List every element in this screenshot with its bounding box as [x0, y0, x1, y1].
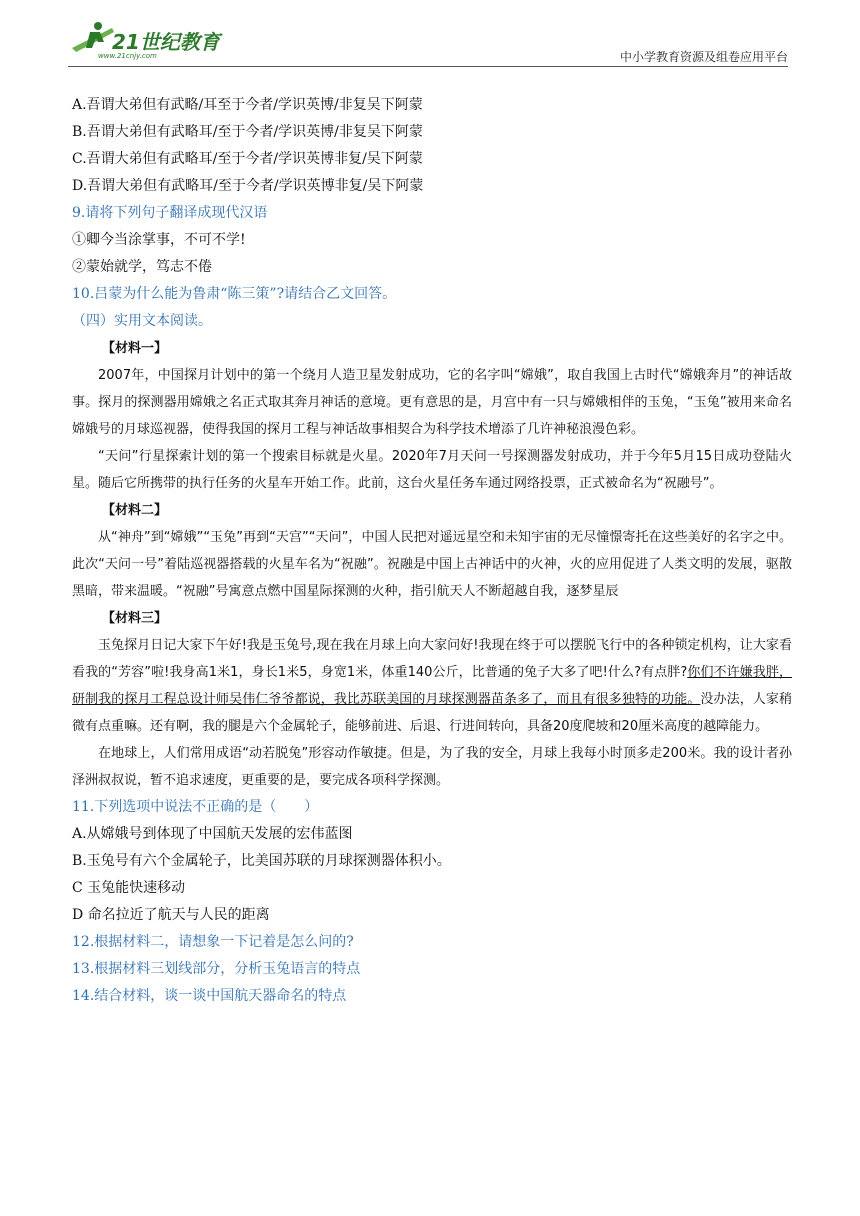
page-header [68, 18, 788, 66]
question-12: 12.根据材料二，请想象一下记着是怎么问的? [72, 934, 354, 950]
material-3-para-2: 在地球上，人们常用成语“动若脱兔”形容动作敏捷。但是，为了我的安全，月球上我每小时顶多走200米。我的设计者孙泽洲叔叔说，暂不追求速度，更重要的是，要完成各项科学探测。 [72, 746, 792, 788]
question-10: 10.吕蒙为什么能为鲁肃“陈三策”?请结合乙文回答。 [72, 286, 397, 302]
q9-item-2: ②蒙始就学，笃志不倦 [72, 259, 212, 275]
document-body [72, 92, 792, 1010]
brand-url: www.21cnjy.com [98, 52, 157, 60]
m3-underlined-text: 你们不许嫌我胖，研制我的探月工程总设计师吴伟仁爷爷都说，我比苏联美国的月球探测器苗条多了，而且有很多独特的功能。 [72, 665, 792, 707]
material-1-para-1: 2007年，中国探月计划中的第一个绕月人造卫星发射成功，它的名字叫“嫦娥”，取自我国上古时代“嫦娥奔月”的神话故事。探月的探测器用嫦娥之名正式取其奔月神话的意境。更有意思的是，月宫中有一只与嫦娥相伴的玉兔，“玉兔”被用来命名嫦娥号的月球巡视器，使得我国的探月工程与神话故事相契合为科学技术增添了几许神秘浪漫色彩。 [72, 368, 792, 437]
option-a: A.吾谓大弟但有武略/耳至于今者/学识英博/非复吴下阿蒙 [72, 97, 423, 113]
q11-option-d: D 命名拉近了航天与人民的距离 [72, 907, 270, 923]
q11-option-c: C 玉兔能快速移动 [72, 880, 186, 896]
question-13: 13.根据材料三划线部分，分析玉兔语言的特点 [72, 961, 361, 977]
material-2-para-1: 从“神舟”到“嫦娥”“玉兔”再到“天宫”“天问”，中国人民把对遥远星空和未知宇宙的无尽憧憬寄托在这些美好的名字之中。此次“天问一号”着陆巡视器搭载的火星车名为“祝融”。祝融是中国上古神话中的火神，火的应用促进了人类文明的发展，驱散黑暗，带来温暖。“祝融”号寓意点燃中国星际探测的火种，指引航天人不断超越自我，逐梦星辰 [72, 530, 792, 599]
material-3-label: 【材料三】 [102, 611, 168, 626]
q11-option-a: A.从嫦娥号到体现了中国航天发展的宏伟蓝图 [72, 826, 353, 842]
material-1-para-2: “天问”行星探索计划的第一个搜索目标就是火星。2020年7月天问一号探测器发射成功，并于今年5月15日成功登陆火星。随后它所携带的执行任务的火星车开始工作。此前，这台火星任务车通过网络投票，正式被命名为“祝融号”。 [72, 449, 792, 491]
platform-name: 中小学教育资源及组卷应用平台 [619, 50, 788, 64]
m3-text-before: 玉兔探月日记大家下午好!我是玉兔号,现在我在月球上向大家问好!我现在终于可以摆脱飞行中的各种锁定机构，让大家看看我的“芳容”啦!我身高1米1，身长1米5，身宽1米，体重140公斤，比普通的兔子大多了吧!什么?有点胖? [72, 638, 792, 680]
option-c: C.吾谓大弟但有武略耳/至于今者/学识英博非复/吴下阿蒙 [72, 151, 423, 167]
option-b: B.吾谓大弟但有武略耳/至于今者/学识英博/非复吴下阿蒙 [72, 124, 423, 140]
logo [68, 18, 228, 66]
brand-name: 21世纪教育 [112, 30, 220, 54]
q11-option-b: B.玉兔号有六个金属轮子，比美国苏联的月球探测器体积小。 [72, 853, 451, 869]
section-heading: （四）实用文本阅读。 [72, 313, 212, 329]
material-1-label: 【材料一】 [102, 341, 168, 356]
question-11: 11.下列选项中说法不正确的是（ ） [72, 799, 319, 815]
option-d: D.吾谓大弟但有武略耳/至于今者/学识英博非复/吴下阿蒙 [72, 178, 424, 194]
q9-item-1: ①卿今当涂掌事，不可不学! [72, 232, 246, 248]
question-14: 14.结合材料，谈一谈中国航天器命名的特点 [72, 988, 347, 1004]
m3-text-after: 没办法，人家稍微有点重嘛。还有啊，我的腿是六个金属轮子，能够前进、后退、行进间转向，具备20度爬坡和20厘米高度的越障能力。 [72, 692, 792, 734]
material-3-para-1 [72, 632, 792, 740]
question-9: 9.请将下列句子翻译成现代汉语 [72, 205, 268, 221]
header-divider [68, 66, 788, 67]
material-2-label: 【材料二】 [102, 503, 168, 518]
